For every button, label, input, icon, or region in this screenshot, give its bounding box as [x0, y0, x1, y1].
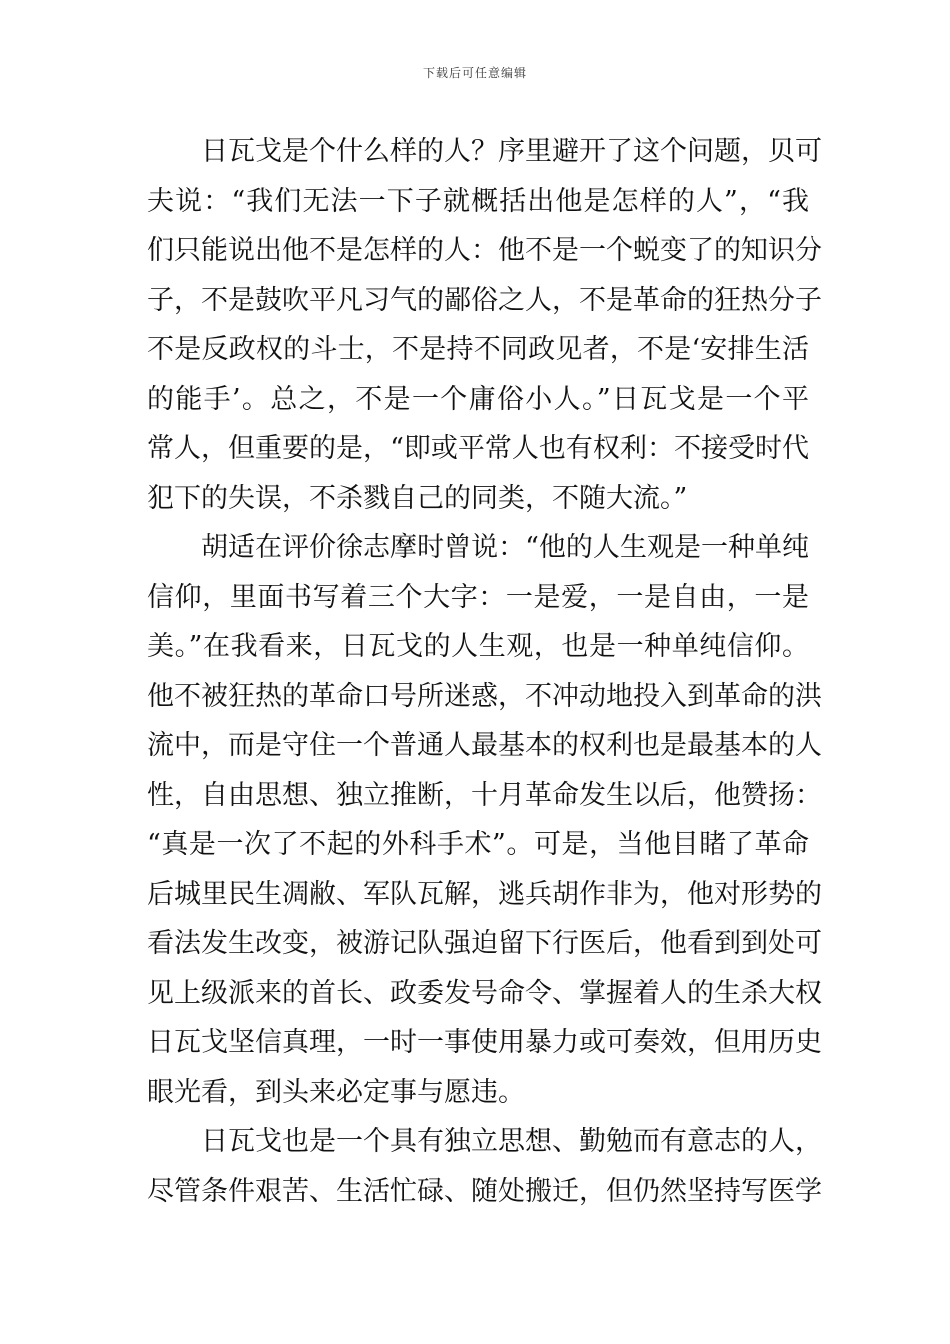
- text-line: 性，自由思想、独立推断，十月革命发生以后，他赞扬：: [147, 779, 822, 811]
- text-line: 流中，而是守住一个普通人最基本的权利也是最基本的人: [147, 730, 822, 761]
- text-line: 眼光看，到头来必定事与愿违。: [147, 1076, 525, 1108]
- text-line: 们只能说出他不是怎样的人：他不是一个蜕变了的知识分: [147, 235, 822, 266]
- text-line: “真是一次了不起的外科手术”。可是，当他目睹了革命: [147, 829, 809, 860]
- text-line: 子，不是鼓吹平凡习气的鄙俗之人，不是革命的狂热分子: [147, 284, 822, 316]
- text-line: 日瓦戈是个什么样的人？序里避开了这个问题，贝可: [201, 136, 822, 167]
- document-body: [147, 127, 822, 1216]
- paragraph: [147, 1117, 822, 1216]
- paragraph: [147, 523, 822, 1117]
- text-line: 尽管条件艰苦、生活忙碌、随处搬迁，但仍然坚持写医学: [147, 1175, 822, 1207]
- text-line: 看法发生改变，被游记队强迫留下行医后，他看到到处可: [147, 928, 822, 959]
- text-line: 日瓦戈也是一个具有独立思想、勤勉而有意志的人，: [201, 1126, 822, 1157]
- text-line: 后城里民生凋敝、军队瓦解，逃兵胡作非为，他对形势的: [147, 878, 822, 910]
- text-line: 日瓦戈坚信真理，一时一事使用暴力或可奏效，但用历史: [147, 1027, 822, 1058]
- text-line: 的能手’。总之，不是一个庸俗小人。”日瓦戈是一个平: [147, 383, 809, 415]
- text-line: 犯下的失误，不杀戮自己的同类，不随大流。”: [147, 482, 688, 514]
- text-line: 见上级派来的首长、政委发号命令、掌握着人的生杀大权: [147, 977, 822, 1009]
- page-header: 下载后可任意编辑: [422, 66, 527, 80]
- text-line: 常人，但重要的是，“即或平常人也有权利：不接受时代: [147, 433, 809, 464]
- text-line: 他不被狂热的革命口号所迷惑，不冲动地投入到革命的洪: [147, 680, 822, 712]
- text-line: 美。”在我看来，日瓦戈的人生观，也是一种单纯信仰。: [147, 631, 809, 662]
- text-line: 不是反政权的斗士，不是持不同政见者，不是‘安排生活: [147, 334, 809, 365]
- text-line: 胡适在评价徐志摩时曾说：“他的人生观是一种单纯: [201, 532, 809, 563]
- text-line: 夫说：“我们无法一下子就概括出他是怎样的人”，“我: [147, 185, 809, 217]
- text-line: 信仰，里面书写着三个大字：一是爱，一是自由，一是: [147, 581, 809, 613]
- paragraph: [147, 127, 822, 523]
